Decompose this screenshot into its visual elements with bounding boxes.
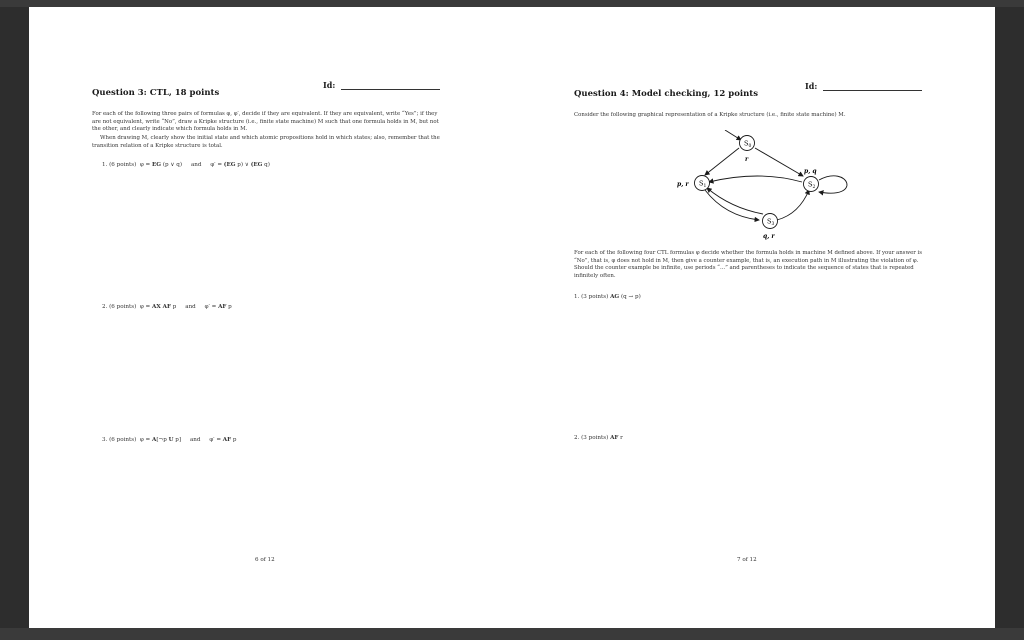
svg-text:S1: $S_1$ [699,179,707,189]
left-page-number: 6 of 12 [255,557,275,563]
state-s3 [763,214,778,241]
edge-s2-s1 [709,176,802,182]
left-item-2: 2. (6 points) φ = AX AF p and φ′ = AF p [102,304,232,310]
state-s1 [677,176,710,191]
right-intro: Consider the following graphical representation of a Kripke structure (i.e., finite state machine) M. [574,112,846,118]
left-intro-2: When drawing M, clearly show the initial state and which atomic propositions hold in which states; also, remember that the transition relation of a Kripke structure is total. [92,135,440,149]
edge-s0-s2 [755,148,803,176]
svg-text:S3: $S_3$ [767,217,775,227]
svg-text:S2: $S_2$ [808,180,816,190]
right-id-line[interactable] [823,90,922,91]
right-item-1: 1. (3 points) AG (q → p) [574,294,641,300]
svg-text:p, q: p, q [804,168,817,175]
viewer-bottom-bar [0,628,1024,640]
left-id-label: Id: [323,80,336,90]
right-item-2: 2. (3 points) AF r [574,435,623,441]
svg-text:r: r [745,156,749,163]
edge-s3-s2 [777,190,809,220]
left-item-1: 1. (6 points) φ = EG (p ∨ q) and φ′ = (EG p) ∨ (EG q) [102,162,270,168]
initial-arrow [725,130,741,140]
right-heading: Question 4: Model checking, 12 points [574,89,758,99]
kripke-diagram [639,130,859,240]
svg-text:S0: $S_0$ [744,139,752,149]
svg-text:q, r: q, r [763,233,775,240]
edge-s0-s1 [705,148,739,175]
pdf-spread [29,7,995,628]
state-s0 [740,136,755,164]
right-page-number: 7 of 12 [737,557,757,563]
state-s2 [804,168,819,192]
left-id-line[interactable] [341,89,440,90]
edge-s1-s3 [705,190,759,220]
right-id-label: Id: [805,81,818,91]
left-heading: Question 3: CTL, 18 points [92,88,220,98]
right-instructions: For each of the following four CTL formulas φ decide whether the formula holds in machine M defined above. If your answer is “No”, that is, φ does not hold in M, then give a counter example, that is, an execution path in M illustrating the violation of φ. Should the counter example be infinite, use periods “...” and parentheses to indicate the sequence of states that is repeated infinitely often. [574,250,923,279]
left-item-3: 3. (6 points) φ = A[¬p U p] and φ′ = AF p [102,437,237,443]
left-intro: For each of the following three pairs of formulas φ, φ′, decide if they are equivalent. If they are equivalent, write “Yes”; if they are not equivalent, write “No”, draw a Kripke structure (i.e., finite state machine) M such that one formula holds in M, but not the other, and clearly indicate which formula holds in M. [92,111,439,133]
svg-text:p, r: p, r [677,181,689,188]
viewer-top-bar [0,0,1024,7]
edge-s2-self-loop [819,176,847,193]
